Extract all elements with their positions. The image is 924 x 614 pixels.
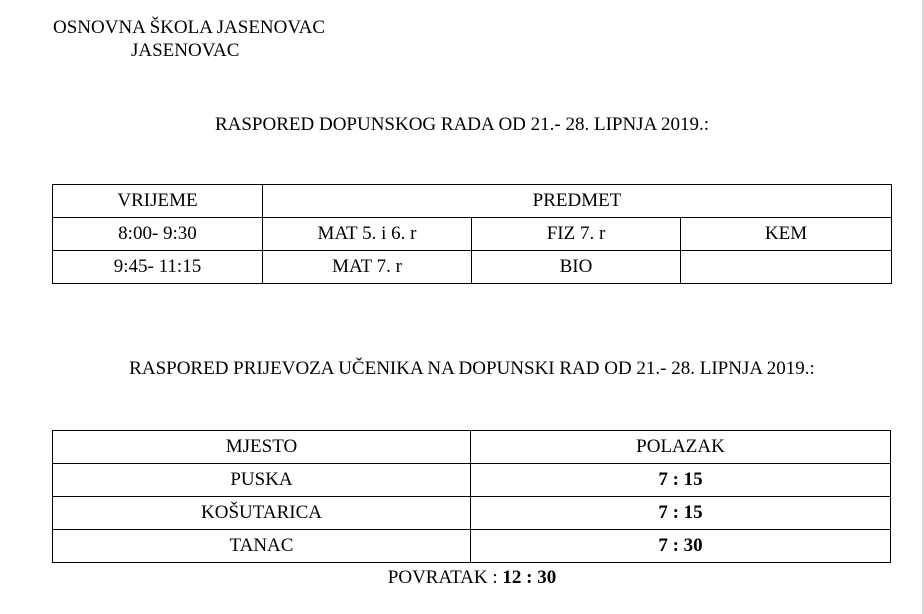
table-header-row — [53, 431, 891, 464]
departure-cell: 7 : 30 — [471, 530, 891, 563]
departure-cell: 7 : 15 — [471, 497, 891, 530]
departure-cell: 7 : 15 — [471, 464, 891, 497]
table-row — [53, 251, 892, 284]
subject-cell: MAT 5. i 6. r — [263, 218, 472, 251]
column-header-departure: POLAZAK — [471, 431, 891, 464]
table-row — [53, 464, 891, 497]
return-label: POVRATAK : — [387, 567, 503, 588]
column-header-time: VRIJEME — [53, 185, 263, 218]
time-cell: 8:00- 9:30 — [53, 218, 263, 251]
school-town: JASENOVAC — [131, 40, 240, 61]
school-header — [53, 16, 325, 62]
schedule-title: RASPORED DOPUNSKOG RADA OD 21.- 28. LIPNJA 2019.: — [214, 114, 710, 135]
place-cell: TANAC — [53, 530, 471, 563]
place-cell: PUSKA — [53, 464, 471, 497]
table-row — [53, 497, 891, 530]
subject-cell: FIZ 7. r — [472, 218, 681, 251]
schedule-table — [52, 184, 892, 284]
transport-table — [52, 430, 891, 563]
table-row — [53, 530, 891, 563]
subject-cell: KEM — [681, 218, 892, 251]
subject-cell: BIO — [472, 251, 681, 284]
column-header-place: MJESTO — [53, 431, 471, 464]
place-cell: KOŠUTARICA — [53, 497, 471, 530]
time-cell: 9:45- 11:15 — [53, 251, 263, 284]
return-time-line — [0, 567, 924, 589]
column-header-subject: PREDMET — [263, 185, 892, 218]
return-time: 12 : 30 — [502, 567, 557, 588]
subject-cell: MAT 7. r — [263, 251, 472, 284]
table-header-row — [53, 185, 892, 218]
table-row — [53, 218, 892, 251]
transport-title: RASPORED PRIJEVOZA UČENIKA NA DOPUNSKI RAD OD 21.- 28. LIPNJA 2019.: — [129, 358, 815, 379]
subject-cell — [681, 251, 892, 284]
school-name: OSNOVNA ŠKOLA JASENOVAC — [53, 17, 326, 38]
